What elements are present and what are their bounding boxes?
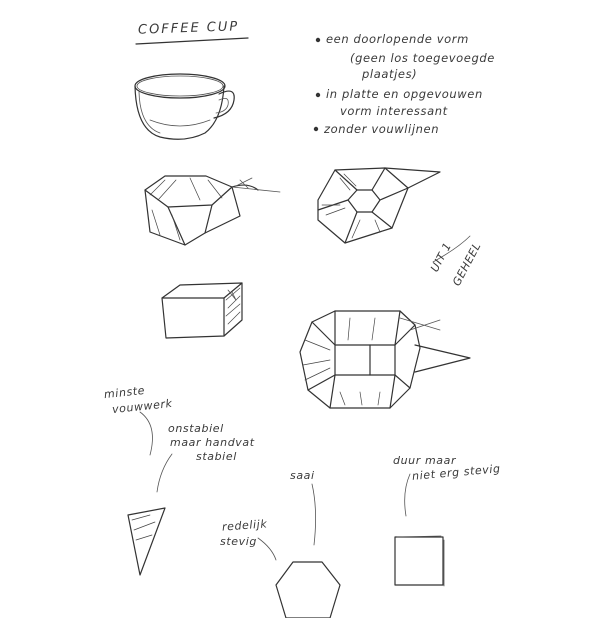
coffee-cup-sketch — [135, 74, 234, 139]
label-minste: minste — [103, 383, 146, 402]
note-line-3: plaatjes) — [362, 67, 418, 81]
note-line-1: een doorlopende vorm — [326, 32, 469, 46]
label-onstabiel: onstabiel — [168, 422, 224, 435]
note-line-2: (geen los toegevoegde — [350, 51, 495, 65]
label-stabiel: stabiel — [196, 450, 237, 463]
label-stevig: stevig — [220, 535, 257, 548]
title-underline — [136, 38, 248, 44]
label-handvat: maar handvat — [170, 436, 255, 449]
label-vouwwerk: vouwwerk — [111, 396, 174, 417]
hexagon-sketch — [276, 562, 340, 618]
bullet-3 — [314, 127, 318, 131]
pointer-saai — [312, 484, 316, 545]
triangle-sketch — [128, 508, 165, 575]
side-note-line-1: UIT 1 — [428, 240, 455, 275]
label-niet-erg-stevig: niet erg stevig — [411, 462, 502, 483]
note-line-4: in platte en opgevouwen — [326, 87, 483, 101]
label-redelijk: redelijk — [221, 517, 268, 534]
bullet-1 — [316, 38, 320, 42]
hexagon-box-folded-sketch — [145, 176, 280, 245]
sketch-title: COFFEE CUP — [137, 19, 240, 38]
pointer-onstabiel — [157, 454, 172, 492]
note-line-5: vorm interessant — [340, 104, 448, 118]
pointer-duur — [405, 474, 410, 516]
pointer-redelijk — [258, 538, 276, 560]
side-note-line-2: GEHEEL — [450, 240, 484, 289]
label-saai: saai — [290, 469, 315, 482]
open-box-sketch — [162, 283, 242, 338]
label-duur-maar: duur maar — [393, 454, 457, 467]
hexagon-net-flat-sketch — [318, 168, 440, 243]
bullet-2 — [316, 93, 320, 97]
octagon-net-sketch — [300, 311, 470, 408]
note-line-6: zonder vouwlijnen — [324, 122, 440, 136]
pointer-minste — [140, 412, 152, 455]
square-sketch — [395, 536, 444, 586]
